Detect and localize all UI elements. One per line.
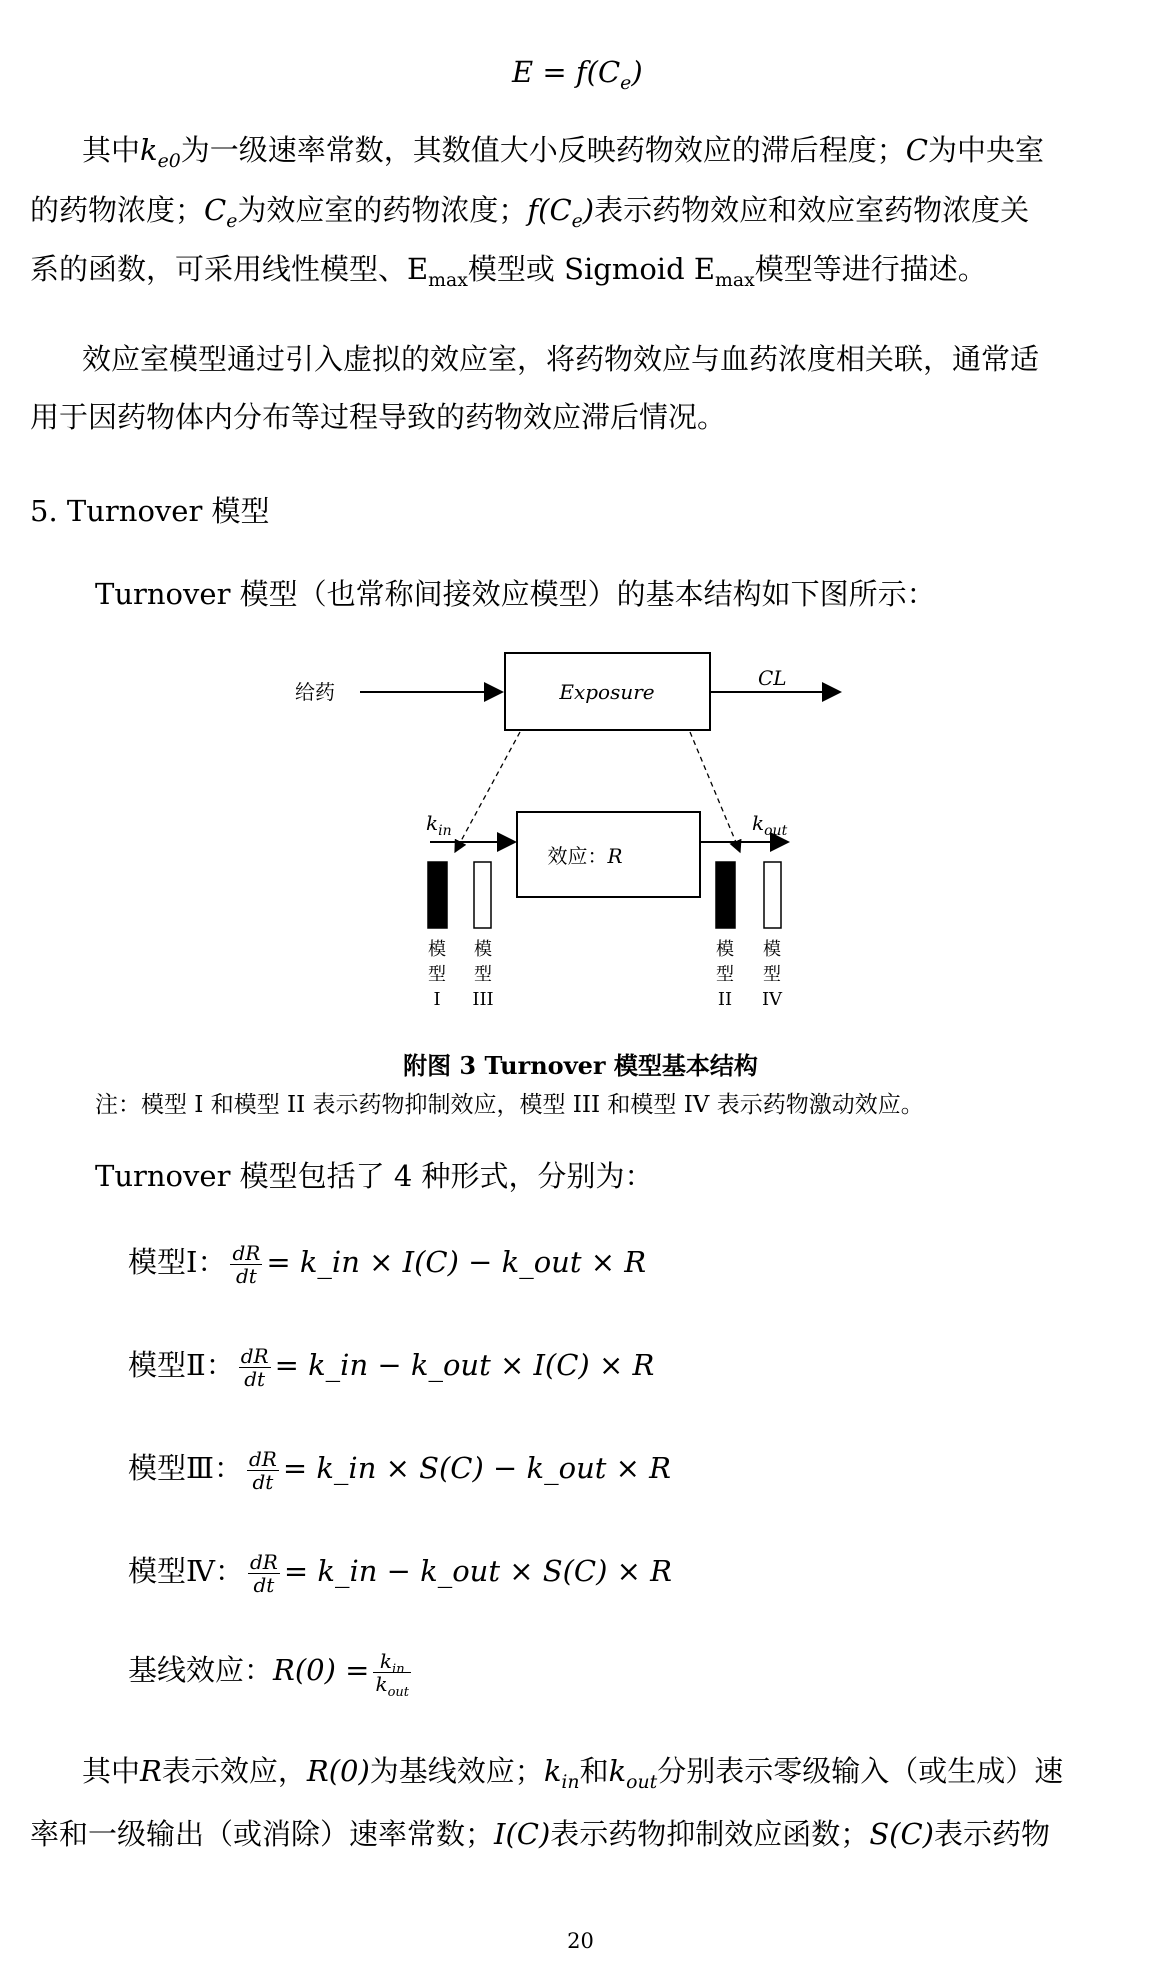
para1-line1: 其中$k_{e0}$为一级速率常数，其数值大小反映药物效应的滞后程度；C为中央室 bbox=[82, 133, 1044, 172]
exposure-label: Exposure bbox=[559, 680, 655, 704]
bar-label-iv-c2: 型 bbox=[763, 964, 781, 985]
bar-label-i-c1: 模 bbox=[428, 939, 446, 960]
kout-label: $k_{out}$ bbox=[752, 811, 788, 839]
para2-line2: 用于因药物体内分布等过程导致的药物效应滞后情况。 bbox=[30, 400, 727, 434]
cl-label: CL bbox=[758, 666, 787, 690]
model-2-equation: 模型Ⅱ： $\frac{dR}{dt}$ = k_in − k_out × I(C) × R bbox=[128, 1343, 655, 1391]
kin-label: $k_{in}$ bbox=[426, 811, 452, 839]
bar-label-i-c2: 型 bbox=[428, 964, 446, 985]
model-3-equation: 模型Ⅲ： $\frac{dR}{dt}$ = k_in × S(C) − k_out × R bbox=[128, 1446, 671, 1494]
bar-model-iv bbox=[764, 862, 781, 928]
bar-model-iii bbox=[474, 862, 491, 928]
para3-line2: 率和一级输出（或消除）速率常数；I(C)表示药物抑制效应函数；S(C)表示药物 bbox=[30, 1817, 1051, 1851]
page-number: 20 bbox=[567, 1929, 594, 1953]
section-heading: 5. Turnover 模型 bbox=[30, 494, 270, 528]
dosing-label: 给药 bbox=[295, 680, 335, 704]
figure-caption: 附图 3 Turnover 模型基本结构 bbox=[403, 1051, 758, 1080]
bar-label-iii-c2: 型 bbox=[474, 964, 492, 985]
bar-model-ii bbox=[716, 862, 735, 928]
bar-label-iii-c1: 模 bbox=[474, 939, 492, 960]
effect-label: 效应：R bbox=[547, 844, 623, 868]
para1-line3: 系的函数，可采用线性模型、$E_{max}$模型或 Sigmoid $E_{max}$模型等进行描述。 bbox=[30, 252, 987, 291]
forms-intro: Turnover 模型包括了 4 种形式，分别为： bbox=[95, 1159, 654, 1193]
bar-label-i-c3: I bbox=[433, 989, 441, 1010]
bar-model-i bbox=[428, 862, 447, 928]
bar-label-ii-c2: 型 bbox=[716, 964, 734, 985]
dashed-arrow-left bbox=[455, 732, 520, 852]
figure-note: 注：模型 I 和模型 II 表示药物抑制效应，模型 III 和模型 IV 表示药物激动效应。 bbox=[95, 1092, 924, 1118]
model-4-equation: 模型Ⅳ： $\frac{dR}{dt}$ = k_in − k_out × S(C) × R bbox=[128, 1549, 672, 1597]
turnover-diagram bbox=[280, 640, 860, 1020]
para1-line2: 的药物浓度；$C_e$为效应室的药物浓度；$f(C_e)$表示药物效应和效应室药物浓度关 bbox=[30, 193, 1030, 232]
bar-label-ii-c3: II bbox=[717, 989, 733, 1010]
bar-label-ii-c1: 模 bbox=[716, 939, 734, 960]
model-1-equation: 模型Ⅰ： $\frac{dR}{dt}$ = k_in × I(C) − k_out × R bbox=[128, 1240, 647, 1288]
para3-line1: 其中R表示效应，R(0)为基线效应；$k_{in}$和$k_{out}$分别表示零级输入（或生成）速 bbox=[82, 1754, 1064, 1793]
bar-label-iv-c3: IV bbox=[761, 989, 783, 1010]
baseline-equation: 基线效应：R(0) = $\frac{k_{in}}{k_{out}}$ bbox=[128, 1648, 410, 1700]
bar-label-iv-c1: 模 bbox=[763, 939, 781, 960]
formula-effect: $E = f(C_e)$ bbox=[512, 55, 643, 94]
intro-line: Turnover 模型（也常称间接效应模型）的基本结构如下图所示： bbox=[95, 577, 936, 611]
bar-label-iii-c3: III bbox=[472, 989, 494, 1010]
para2-line1: 效应室模型通过引入虚拟的效应室，将药物效应与血药浓度相关联，通常适 bbox=[82, 342, 1040, 376]
